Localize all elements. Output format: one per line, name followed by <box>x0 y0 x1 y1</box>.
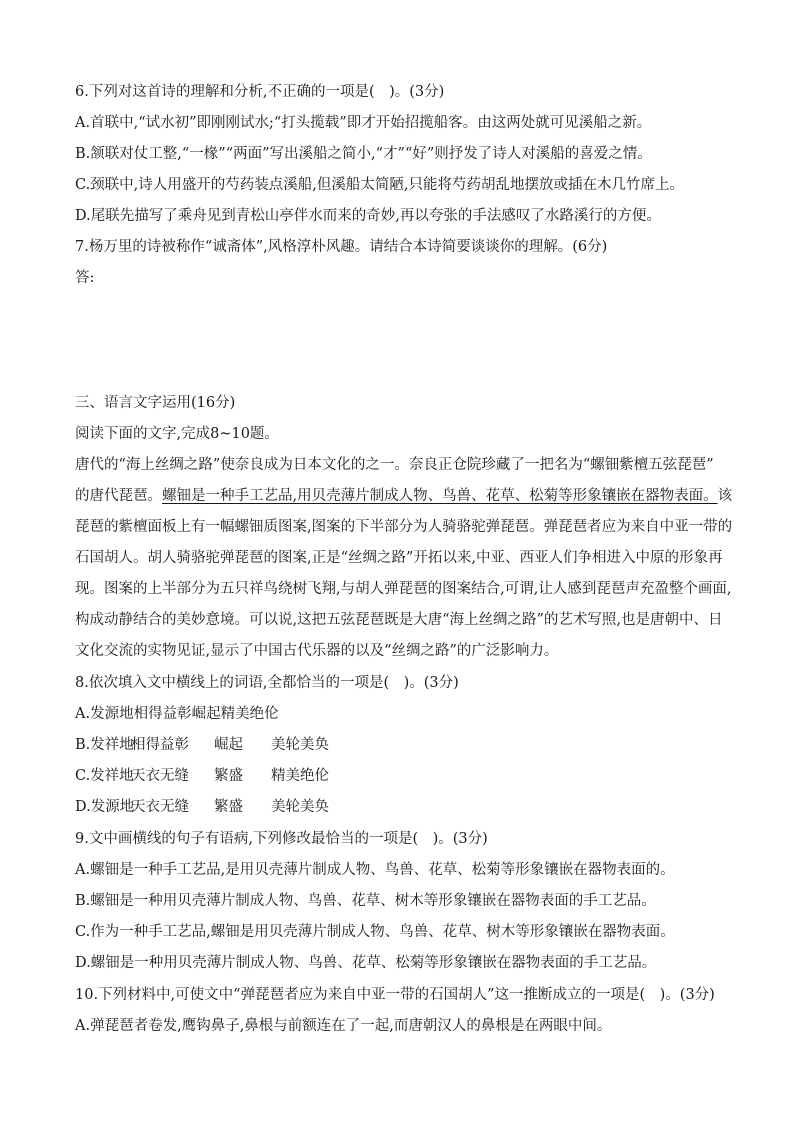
q8-option-b-label: B.发祥地 <box>75 737 134 753</box>
passage-line-6: 构成动静结合的美妙意境。可以说,这把五弦琵琶既是大唐“海上丝绸之路”的艺术写照,也是唐朝中、日 <box>75 612 723 628</box>
q6-option-b: B.颔联对仗工整,“一椽”“两面”写出溪船之简小,“才”“好”则抒发了诗人对溪船的喜爱之情。 <box>75 146 652 162</box>
section3-intro: 阅读下面的文字,完成8~10题。 <box>75 426 279 442</box>
q8-option-b-word1: 相得益彰 <box>131 737 189 753</box>
q8-option-d-label: D.发源地 <box>75 799 135 815</box>
q10-option-a: A.弹琵琶者卷发,鹰钩鼻子,鼻根与前额连在了一起,而唐朝汉人的鼻根是在两眼中间。 <box>75 1018 612 1034</box>
q8-option-c-label: C.发祥地 <box>75 768 134 784</box>
q6-option-d: D.尾联先描写了乘舟见到青松山亭伴水而来的奇妙,再以夸张的手法感叹了水路溪行的方便。 <box>75 208 661 224</box>
q6-stem: 6.下列对这首诗的理解和分析,不正确的一项是( )。(3分) <box>75 84 445 100</box>
q9-stem: 9.文中画横线的句子有语病,下列修改最恰当的一项是( )。(3分) <box>75 831 488 847</box>
q9-option-d: D.螺钿是一种用贝壳薄片制成人物、鸟兽、花草、松菊等形象镶嵌在器物表面的手工艺品。 <box>75 955 657 971</box>
q7-stem: 7.杨万里的诗被称作“诚斋体”,风格淳朴风趣。请结合本诗简要谈谈你的理解。(6分) <box>75 239 608 255</box>
q8-option-d-word2: 繁盛 <box>214 799 243 815</box>
q8-option-c <box>75 766 735 786</box>
q8-option-b-word3: 美轮美奂 <box>271 737 329 753</box>
passage-line-3: 琵琶的紫檀面板上有一幅螺钿质图案,图案的下半部分为人骑骆驼弹琵琶。弹琵琶者应为来自中亚一带的 <box>75 519 733 535</box>
q7-answer-label: 答: <box>75 270 95 286</box>
q8-option-d <box>75 797 735 817</box>
q6-option-c: C.颈联中,诗人用盛开的芍药装点溪船,但溪船太简陋,只能将芍药胡乱地摆放或插在木几竹席上。 <box>75 177 685 193</box>
section3-heading: 三、语言文字运用(16分) <box>75 395 236 411</box>
passage-line-1: 唐代的“海上丝绸之路”使奈良成为日本文化的之一。奈良正仓院珍藏了一把名为“螺钿紫檀五弦琵琶” <box>75 457 714 473</box>
q9-option-a: A.螺钿是一种手工艺品,是用贝壳薄片制成人物、鸟兽、花草、松菊等形象镶嵌在器物表面的。 <box>75 862 675 878</box>
passage-line-2-start: 的唐代琵琶。 <box>75 488 162 504</box>
q8-option-d-word3: 美轮美奂 <box>271 799 329 815</box>
q9-option-b: B.螺钿是一种用贝壳薄片制成人物、鸟兽、花草、树木等形象镶嵌在器物表面的手工艺品。 <box>75 893 656 909</box>
underlined-sentence: 螺钿是一种手工艺品,用贝壳薄片制成人物、鸟兽、花草、松菊等形象镶嵌在器物表面。 <box>162 488 718 504</box>
q8-option-c-word1: 天衣无缝 <box>131 768 189 784</box>
q8-option-a: A.发源地相得益彰崛起精美绝伦 <box>75 706 279 722</box>
q8-option-c-word3: 精美绝伦 <box>271 768 329 784</box>
q8-option-c-word2: 繁盛 <box>214 768 243 784</box>
passage-line-2 <box>75 486 733 506</box>
q10-stem: 10.下列材料中,可使文中“弹琵琶者应为来自中亚一带的石国胡人”这一推断成立的一项是( )。(3分) <box>75 987 715 1003</box>
q8-option-b <box>75 735 735 755</box>
q8-option-b-word2: 崛起 <box>214 737 243 753</box>
passage-line-4: 石国胡人。胡人骑骆驼弹琵琶的图案,正是“丝绸之路”开拓以来,中亚、西亚人们争相进入中原的形象再 <box>75 550 723 566</box>
q8-stem: 8.依次填入文中横线上的词语,全都恰当的一项是( )。(3分) <box>75 675 459 691</box>
passage-line-7: 文化交流的实物见证,显示了中国古代乐器的以及“丝绸之路”的广泛影响力。 <box>75 643 559 659</box>
q9-option-c: C.作为一种手工艺品,螺钿是用贝壳薄片制成人物、鸟兽、花草、树木等形象镶嵌在器物表面。 <box>75 924 675 940</box>
passage-line-5: 现。图案的上半部分为五只祥鸟绕树飞翔,与胡人弹琵琶的图案结合,可谓,让人感到琵琶声充盈整个画面, <box>75 581 732 597</box>
q8-option-d-word1: 天衣无缝 <box>131 799 189 815</box>
q6-option-a: A.首联中,“试水初”即刚刚试水;“打头揽载”即才开始招揽船客。由这两处就可见溪船之新。 <box>75 115 652 131</box>
passage-line-2-end: 该 <box>717 488 733 504</box>
